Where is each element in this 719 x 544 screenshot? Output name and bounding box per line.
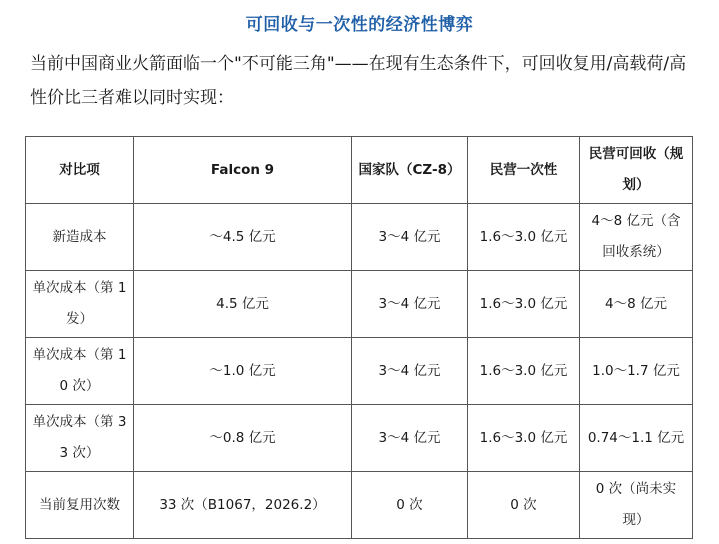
header-cell-falcon9: Falcon 9	[134, 137, 352, 204]
table-row	[26, 405, 693, 472]
document-title: 可回收与一次性的经济性博弈	[245, 15, 474, 35]
table-cell: ～4.5 亿元	[134, 204, 352, 271]
intro-paragraph: 当前中国商业火箭面临一个"不可能三角"——在现有生态条件下，可回收复用/高载荷/高性价比三者难以同时实现：	[30, 54, 687, 108]
row-label: 新造成本	[26, 204, 134, 271]
table-row	[26, 271, 693, 338]
table-cell: 0 次	[468, 472, 580, 539]
table-cell: ～1.0 亿元	[134, 338, 352, 405]
header-cell-private-reusable: 民营可回收（规划）	[580, 137, 693, 204]
table-cell: 4～8 亿元（含回收系统）	[580, 204, 693, 271]
table-cell: 3～4 亿元	[352, 338, 468, 405]
table-cell: 4.5 亿元	[134, 271, 352, 338]
table-cell: 3～4 亿元	[352, 204, 468, 271]
table-row	[26, 204, 693, 271]
table-cell: 0 次（尚未实现）	[580, 472, 693, 539]
table-cell: 4～8 亿元	[580, 271, 693, 338]
row-label: 当前复用次数	[26, 472, 134, 539]
table-cell: 33 次（B1067，2026.2）	[134, 472, 352, 539]
table-cell: 3～4 亿元	[352, 405, 468, 472]
table-row	[26, 338, 693, 405]
header-cell-item: 对比项	[26, 137, 134, 204]
table-cell: 1.6～3.0 亿元	[468, 271, 580, 338]
row-label: 单次成本（第 33 次）	[26, 405, 134, 472]
row-label: 单次成本（第 1 发）	[26, 271, 134, 338]
table-header-row	[26, 137, 693, 204]
table-cell: 1.6～3.0 亿元	[468, 338, 580, 405]
table-cell: 1.6～3.0 亿元	[468, 405, 580, 472]
header-cell-private-expendable: 民营一次性	[468, 137, 580, 204]
header-cell-national-team: 国家队（CZ-8）	[352, 137, 468, 204]
table-cell: ～0.8 亿元	[134, 405, 352, 472]
comparison-table	[25, 136, 693, 539]
table-row	[26, 472, 693, 539]
table-cell: 3～4 亿元	[352, 271, 468, 338]
table-cell: 1.6～3.0 亿元	[468, 204, 580, 271]
table-cell: 1.0～1.7 亿元	[580, 338, 693, 405]
row-label: 单次成本（第 10 次）	[26, 338, 134, 405]
table-cell: 0.74～1.1 亿元	[580, 405, 693, 472]
table-cell: 0 次	[352, 472, 468, 539]
